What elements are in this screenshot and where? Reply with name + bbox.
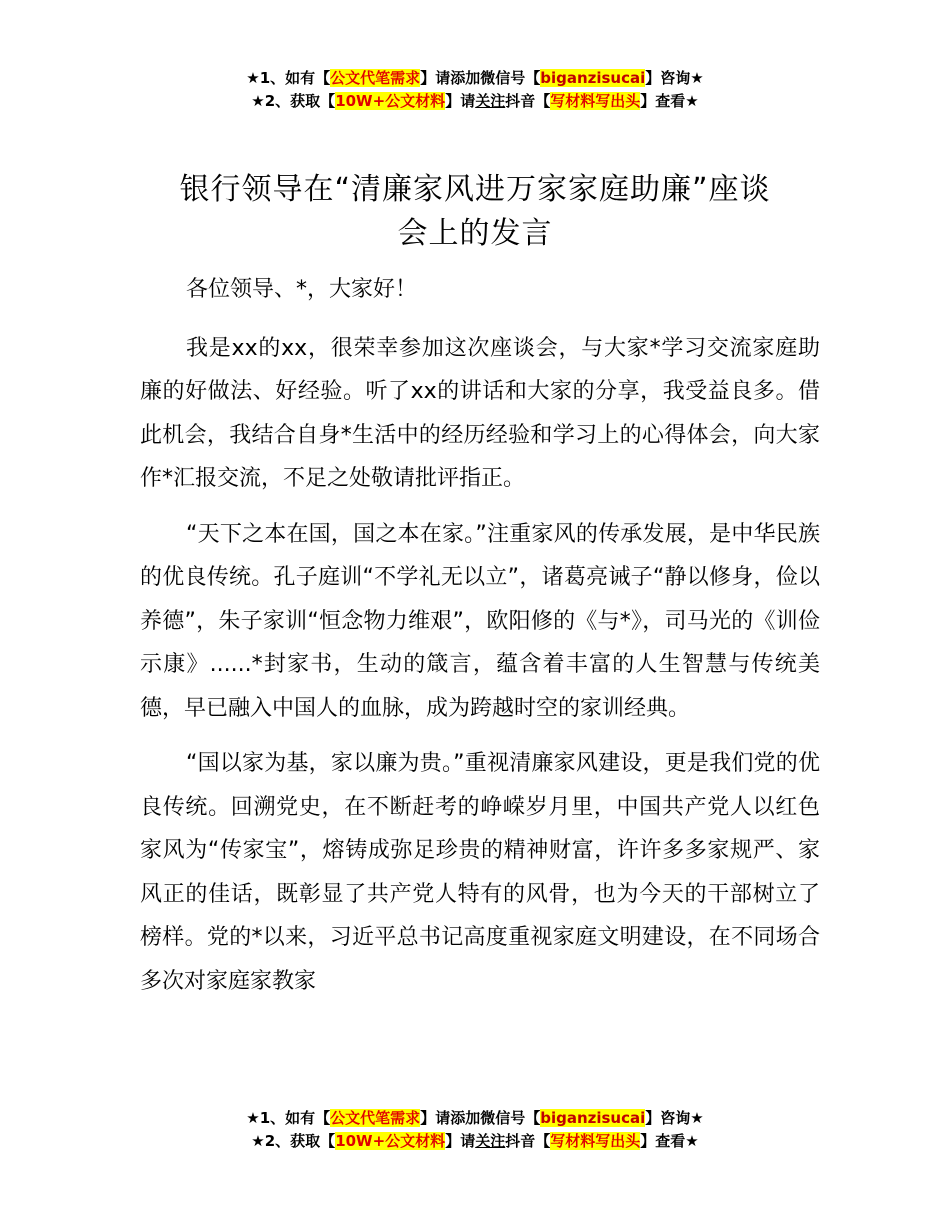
banner-underlined-text: 关注 (475, 92, 506, 110)
body-paragraph: “天下之本在国，国之本在家。”注重家风的传承发展，是中华民族的优良传统。孔子庭训“不学礼无以立”，诸葛亮诫子“静以修身，俭以养德”，朱子家训“恒念物力维艰”，欧阳修的《与*》，司马光的《训俭示康》......*封家书，生动的箴言，蕴含着丰富的人生智慧与传统美德，早已融入中国人的血脉，成为跨越时空的家训经典。 (140, 521, 820, 721)
footer-banner-line-2 (0, 1130, 950, 1153)
wechat-id-highlight: biganzisucai (540, 69, 646, 87)
title-line-2: 会上的发言 (397, 216, 553, 251)
banner-text: 】咨询★ (645, 1109, 704, 1127)
body-paragraph: 我是xx的xx，很荣幸参加这次座谈会，与大家*学习交流家庭助廉的好做法、好经验。听了xx的讲话和大家的分享，我受益良多。借此机会，我结合自身*生活中的经历经验和学习上的心得体会，向大家作*汇报交流，不足之处敬请批评指正。 (140, 335, 820, 491)
banner-highlight: 写材料写出头 (550, 92, 641, 110)
banner-text: 】咨询★ (645, 69, 704, 87)
banner-text: 】查看★ (640, 1132, 699, 1150)
banner-highlight: 公文代笔需求 (330, 1109, 421, 1127)
title-line-1: 银行领导在“清廉家风进万家家庭助廉”座谈 (179, 172, 771, 207)
wechat-id-highlight: biganzisucai (540, 1109, 646, 1127)
banner-text: 抖音【 (505, 1132, 551, 1150)
banner-text: 】请添加微信号【 (420, 1109, 541, 1127)
banner-text: 】请 (445, 1132, 476, 1150)
header-banner-line-2 (0, 90, 950, 113)
banner-highlight: 10W+公文材料 (335, 1132, 446, 1150)
banner-text: ★2、获取【 (251, 92, 336, 110)
banner-text: ★1、如有【 (246, 1109, 331, 1127)
banner-text: 抖音【 (505, 92, 551, 110)
body-paragraph: “国以家为基，家以廉为贵。”重视清廉家风建设，更是我们党的优良传统。回溯党史，在不断赶考的峥嵘岁月里，中国共产党人以红色家风为“传家宝”，熔铸成弥足珍贵的精神财富，许许多多家规严、家风正的佳话，既彰显了共产党人特有的风骨，也为今天的干部树立了榜样。党的*以来，习近平总书记高度重视家庭文明建设，在不同场合多次对家庭家教家 (140, 751, 820, 994)
greeting-paragraph: 各位领导、*，大家好！ (186, 277, 418, 302)
banner-text: ★1、如有【 (246, 69, 331, 87)
header-banner (0, 67, 950, 113)
banner-text: 】请添加微信号【 (420, 69, 541, 87)
document-title (0, 168, 950, 256)
banner-text: 】请 (445, 92, 476, 110)
banner-underlined-text: 关注 (475, 1132, 506, 1150)
banner-highlight: 10W+公文材料 (335, 92, 446, 110)
header-banner-line-1 (0, 67, 950, 90)
footer-banner (0, 1107, 950, 1153)
banner-text: 】查看★ (640, 92, 699, 110)
document-body (140, 268, 820, 1015)
footer-banner-line-1 (0, 1107, 950, 1130)
banner-highlight: 写材料写出头 (550, 1132, 641, 1150)
banner-highlight: 公文代笔需求 (330, 69, 421, 87)
banner-text: ★2、获取【 (251, 1132, 336, 1150)
